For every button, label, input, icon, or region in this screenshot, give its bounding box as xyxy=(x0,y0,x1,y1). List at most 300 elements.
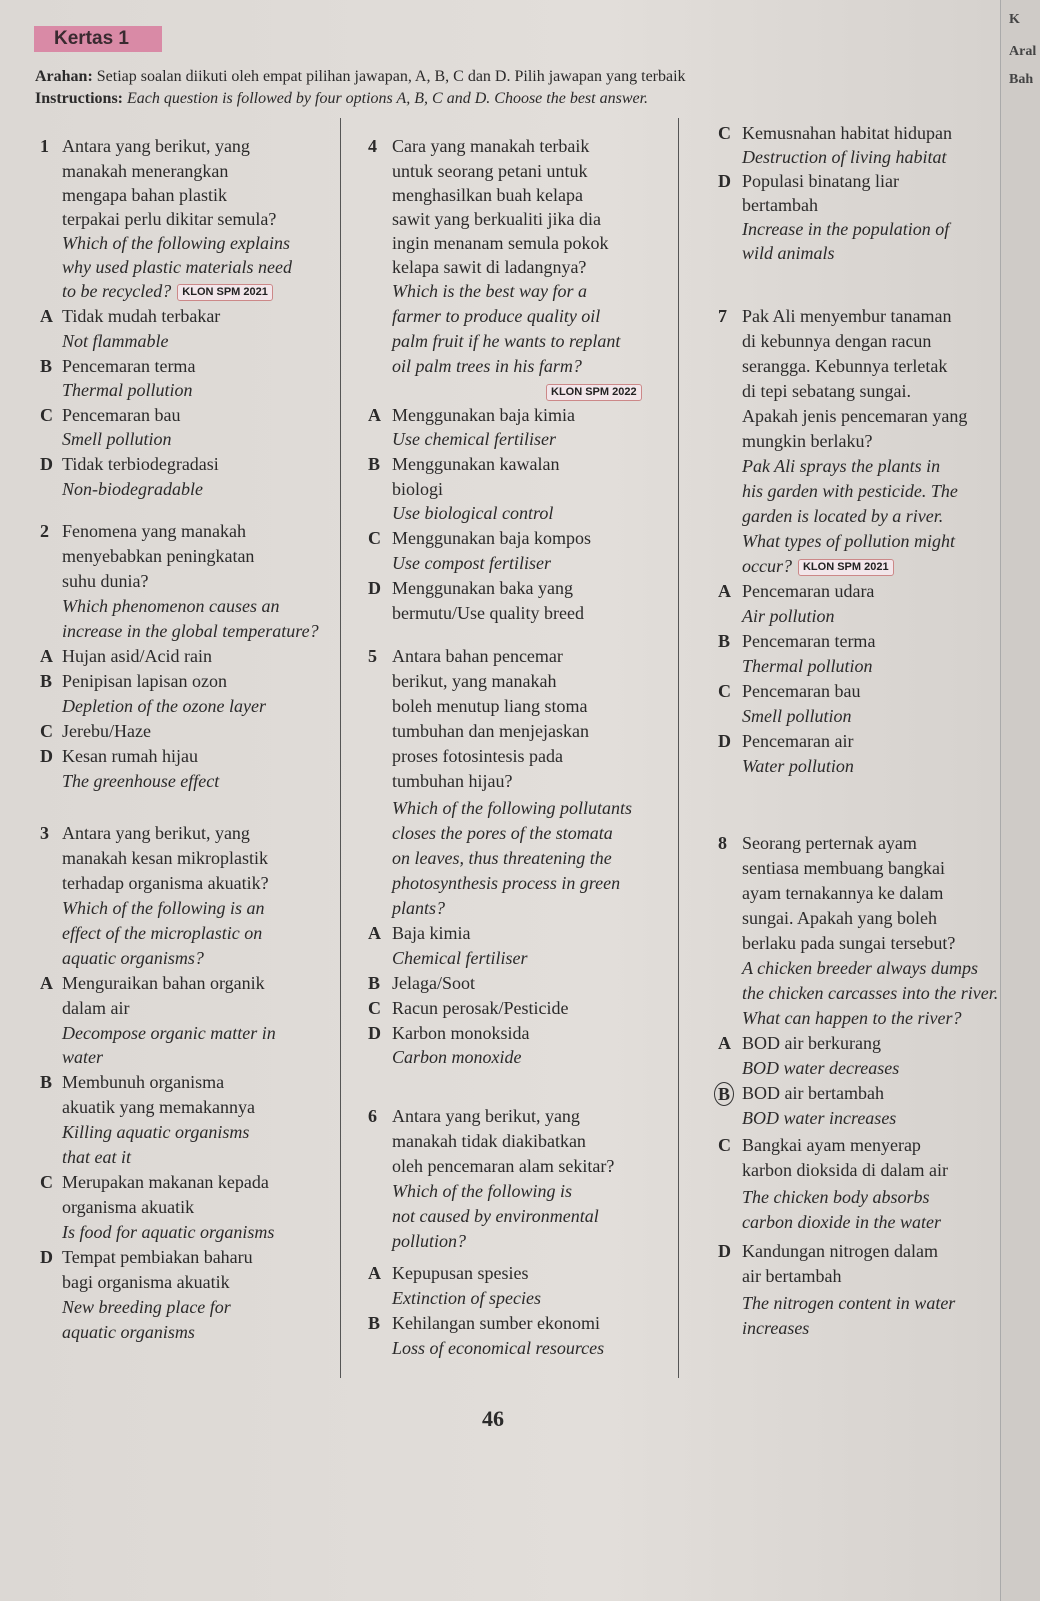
line-text: Air pollution xyxy=(742,606,835,626)
english-translation-line xyxy=(742,505,943,527)
english-translation-line xyxy=(392,797,632,819)
line-text: A chicken breeder always dumps xyxy=(742,958,978,978)
line-text: ingin menanam semula pokok xyxy=(392,233,609,253)
line-text: Antara yang berikut, yang xyxy=(62,823,250,843)
option-letter: C xyxy=(40,1172,53,1192)
line-text: menyebabkan peningkatan xyxy=(62,546,255,566)
malay-text-line xyxy=(742,907,937,929)
line-text: Killing aquatic organisms xyxy=(62,1122,250,1142)
option-letter: C xyxy=(40,405,53,425)
english-translation-line xyxy=(62,1022,276,1044)
line-text: sungai. Apakah yang boleh xyxy=(742,908,937,928)
option-letter: A xyxy=(718,1033,731,1053)
line-text: tumbuhan dan menjejaskan xyxy=(392,721,589,741)
line-text: Tempat pembiakan baharu xyxy=(62,1247,253,1267)
line-text: di kebunnya dengan racun xyxy=(742,331,932,351)
malay-text-line xyxy=(742,580,874,602)
malay-text-line xyxy=(392,135,589,157)
line-text: New breeding place for xyxy=(62,1297,231,1317)
english-translation-line xyxy=(742,957,978,979)
line-text: Smell pollution xyxy=(62,429,172,449)
malay-text-line xyxy=(742,1134,921,1156)
line-text: berlaku pada sungai tersebut? xyxy=(742,933,956,953)
english-translation-line xyxy=(742,1292,955,1314)
malay-text-line xyxy=(392,645,563,667)
line-text: menghasilkan buah kelapa xyxy=(392,185,583,205)
malay-text-line xyxy=(392,602,584,624)
column-divider xyxy=(678,118,679,1378)
line-text: Populasi binatang liar xyxy=(742,171,899,191)
english-translation-line xyxy=(62,1146,131,1168)
line-text: Menguraikan bahan organik xyxy=(62,973,265,993)
question-number: 1 xyxy=(40,136,49,156)
malay-text-line xyxy=(392,577,573,599)
malay-text-line xyxy=(392,1155,614,1177)
option-letter: A xyxy=(368,923,381,943)
line-text: biologi xyxy=(392,479,444,499)
page-number: 46 xyxy=(482,1406,504,1431)
option-letter: B xyxy=(40,1072,53,1092)
malay-text-line xyxy=(540,380,642,402)
line-text: Which of the following is xyxy=(392,1181,572,1201)
line-text: Use compost fertiliser xyxy=(392,553,551,573)
line-text: BOD water increases xyxy=(742,1108,897,1128)
malay-text-line xyxy=(62,1071,224,1093)
english-translation-line xyxy=(62,1221,274,1243)
option-letter: D xyxy=(718,731,731,751)
english-translation-line xyxy=(742,755,854,777)
english-translation-line xyxy=(742,455,940,477)
line-text: air bertambah xyxy=(742,1266,842,1286)
malay-text-line xyxy=(742,330,931,352)
malay-text-line xyxy=(62,1196,194,1218)
adjacent-page-text: K xyxy=(1009,12,1020,27)
malay-text-line xyxy=(62,1271,230,1293)
malay-text-line xyxy=(742,1032,881,1054)
english-translation-line xyxy=(392,822,613,844)
malay-text-line xyxy=(62,184,227,206)
arahan-label: Arahan: xyxy=(35,68,93,85)
line-text: carbon dioxide in the water xyxy=(742,1212,941,1232)
english-translation-line xyxy=(392,847,612,869)
line-text: Tidak mudah terbakar xyxy=(62,306,221,326)
option-letter: C xyxy=(718,123,731,143)
line-text: untuk seorang petani untuk xyxy=(392,161,588,181)
line-text: ayam ternakannya ke dalam xyxy=(742,883,944,903)
line-text: Increase in the population of xyxy=(742,219,950,239)
line-text: water xyxy=(62,1047,104,1067)
option-letter: B xyxy=(368,1313,381,1333)
question-number: 7 xyxy=(718,306,727,326)
english-translation-line xyxy=(392,1230,466,1252)
english-translation-line xyxy=(742,242,835,264)
english-translation-line xyxy=(742,480,958,502)
line-text: proses fotosintesis pada xyxy=(392,746,563,766)
line-text: BOD air berkurang xyxy=(742,1033,881,1053)
line-text: mungkin berlaku? xyxy=(742,431,873,451)
question-number: 6 xyxy=(368,1106,377,1126)
line-text: Seorang perternak ayam xyxy=(742,833,917,853)
line-text: Destruction of living habitat xyxy=(742,147,947,167)
option-letter: A xyxy=(368,1263,381,1283)
english-translation-line xyxy=(392,502,553,524)
malay-text-line xyxy=(392,232,608,254)
line-text: sawit yang berkualiti jika dia xyxy=(392,209,601,229)
malay-text-line xyxy=(742,1159,948,1181)
malay-text-line xyxy=(742,355,947,377)
malay-text-line xyxy=(62,1171,269,1193)
english-translation-line xyxy=(392,947,527,969)
malay-text-line xyxy=(62,720,151,742)
english-translation-line xyxy=(742,1007,961,1029)
option-letter: C xyxy=(368,528,381,548)
english-translation-line xyxy=(62,595,279,617)
malay-text-line xyxy=(742,122,952,144)
line-text: organisma akuatik xyxy=(62,1197,195,1217)
line-text: Smell pollution xyxy=(742,706,852,726)
malay-text-line xyxy=(62,545,254,567)
arahan-line xyxy=(35,68,686,86)
malay-text-line xyxy=(742,932,955,954)
english-translation-line xyxy=(392,1337,604,1359)
line-text: manakah menerangkan xyxy=(62,161,229,181)
malay-text-line xyxy=(742,305,951,327)
line-text: Pencemaran terma xyxy=(742,631,876,651)
line-text: karbon dioksida di dalam air xyxy=(742,1160,948,1180)
english-translation-line xyxy=(392,1287,541,1309)
malay-text-line xyxy=(62,1246,253,1268)
malay-text-line xyxy=(62,135,250,157)
adjacent-page-edge xyxy=(1000,0,1040,1601)
line-text: Tidak terbiodegradasi xyxy=(62,454,219,474)
malay-text-line xyxy=(742,1082,884,1104)
line-text: on leaves, thus threatening the xyxy=(392,848,612,868)
line-text: Fenomena yang manakah xyxy=(62,521,246,541)
line-text: Jelaga/Soot xyxy=(392,973,475,993)
english-translation-line xyxy=(742,655,873,677)
line-text: Kandungan nitrogen dalam xyxy=(742,1241,938,1261)
malay-text-line xyxy=(392,404,575,426)
english-translation-line xyxy=(392,305,600,327)
option-letter: B xyxy=(368,454,381,474)
option-letter: D xyxy=(718,1241,731,1261)
malay-text-line xyxy=(742,730,853,752)
english-translation-line xyxy=(62,770,219,792)
malay-text-line xyxy=(62,305,220,327)
malay-text-line xyxy=(742,194,818,216)
line-text: Menggunakan baja kompos xyxy=(392,528,591,548)
option-letter: B xyxy=(368,973,381,993)
option-letter: D xyxy=(368,1023,381,1043)
line-text: Thermal pollution xyxy=(742,656,873,676)
line-text: Use biological control xyxy=(392,503,554,523)
line-text: Decompose organic matter in xyxy=(62,1023,276,1043)
english-translation-line xyxy=(392,872,620,894)
line-text: Racun perosak/Pesticide xyxy=(392,998,569,1018)
line-text: not caused by environmental xyxy=(392,1206,599,1226)
arahan-text: Setiap soalan diikuti oleh empat pilihan jawapan, A, B, C dan D. Pilih jawapan yang terbaik xyxy=(96,68,686,85)
malay-text-line xyxy=(62,520,246,542)
line-text: berikut, yang manakah xyxy=(392,671,557,691)
option-letter: B xyxy=(40,671,53,691)
line-text: Kemusnahan habitat hidupan xyxy=(742,123,952,143)
line-text: Antara yang berikut, yang xyxy=(392,1106,580,1126)
malay-text-line xyxy=(392,478,443,500)
malay-text-line xyxy=(742,680,860,702)
english-translation-line xyxy=(62,1296,231,1318)
line-text: Which of the following is an xyxy=(62,898,265,918)
malay-text-line xyxy=(392,745,563,767)
english-translation-line xyxy=(62,428,172,450)
english-translation-line xyxy=(392,428,556,450)
malay-text-line xyxy=(742,1240,938,1262)
english-translation-line xyxy=(62,478,203,500)
english-translation-line xyxy=(742,530,955,552)
line-text: bertambah xyxy=(742,195,818,215)
option-letter: B xyxy=(714,1082,734,1106)
english-translation-line xyxy=(62,1321,195,1343)
english-translation-line xyxy=(392,1180,572,1202)
paper-tab: Kertas 1 xyxy=(34,26,162,52)
option-letter: A xyxy=(368,405,381,425)
malay-text-line xyxy=(62,670,227,692)
malay-text-line xyxy=(742,832,917,854)
english-translation-line xyxy=(62,922,262,944)
line-text: the chicken carcasses into the river. xyxy=(742,983,999,1003)
malay-text-line xyxy=(62,570,148,592)
malay-text-line xyxy=(392,184,583,206)
malay-text-line xyxy=(392,997,568,1019)
malay-text-line xyxy=(62,404,180,426)
line-text: Which phenomenon causes an xyxy=(62,596,280,616)
line-text: Pencemaran bau xyxy=(62,405,181,425)
line-text: Antara bahan pencemar xyxy=(392,646,563,666)
malay-text-line xyxy=(62,355,195,377)
english-translation-line xyxy=(392,280,587,302)
line-text: Extinction of species xyxy=(392,1288,541,1308)
line-text: Kepupusan spesies xyxy=(392,1263,529,1283)
english-translation-line xyxy=(742,218,949,240)
line-text: di tepi sebatang sungai. xyxy=(742,381,911,401)
malay-text-line xyxy=(62,208,276,230)
english-translation-line xyxy=(742,605,835,627)
line-text: Non-biodegradable xyxy=(62,479,203,499)
line-text: plants? xyxy=(392,898,446,918)
malay-text-line xyxy=(62,997,129,1019)
line-text: boleh menutup liang stoma xyxy=(392,696,588,716)
english-translation-line xyxy=(742,555,894,577)
malay-text-line xyxy=(392,208,601,230)
line-text: Membunuh organisma xyxy=(62,1072,225,1092)
line-text: Pak Ali sprays the plants in xyxy=(742,456,941,476)
malay-text-line xyxy=(392,972,475,994)
line-text: Menggunakan baja kimia xyxy=(392,405,575,425)
line-text: What types of pollution might xyxy=(742,531,955,551)
question-number: 5 xyxy=(368,646,377,666)
malay-text-line xyxy=(742,430,872,452)
malay-text-line xyxy=(742,630,875,652)
english-translation-line xyxy=(392,1205,599,1227)
english-translation-line xyxy=(392,1046,522,1068)
line-text: Hujan asid/Acid rain xyxy=(62,646,212,666)
english-translation-line xyxy=(62,1121,249,1143)
malay-text-line xyxy=(62,1096,255,1118)
line-text: Karbon monoksida xyxy=(392,1023,530,1043)
malay-text-line xyxy=(742,882,943,904)
column-divider xyxy=(340,118,341,1378)
adjacent-page-text: Aral xyxy=(1009,44,1037,59)
malay-text-line xyxy=(392,1022,529,1044)
line-text: oil palm trees in his farm? xyxy=(392,356,582,376)
line-text: terpakai perlu dikitar semula? xyxy=(62,209,277,229)
line-text: increase in the global temperature? xyxy=(62,621,319,641)
line-text: Water pollution xyxy=(742,756,854,776)
line-text: occur? xyxy=(742,556,792,576)
malay-text-line xyxy=(392,527,591,549)
line-text: garden is located by a river. xyxy=(742,506,944,526)
line-text: tumbuhan hijau? xyxy=(392,771,513,791)
line-text: serangga. Kebunnya terletak xyxy=(742,356,948,376)
option-letter: B xyxy=(718,631,731,651)
line-text: his garden with pesticide. The xyxy=(742,481,958,501)
line-text: Kehilangan sumber ekonomi xyxy=(392,1313,600,1333)
line-text: The chicken body absorbs xyxy=(742,1187,930,1207)
line-text: Merupakan makanan kepada xyxy=(62,1172,269,1192)
line-text: Not flammable xyxy=(62,331,169,351)
line-text: Pencemaran air xyxy=(742,731,854,751)
malay-text-line xyxy=(392,1262,528,1284)
line-text: Is food for aquatic organisms xyxy=(62,1222,275,1242)
line-text: mengapa bahan plastik xyxy=(62,185,227,205)
line-text: closes the pores of the stomata xyxy=(392,823,613,843)
malay-text-line xyxy=(62,847,268,869)
exam-source-badge: KLON SPM 2022 xyxy=(546,384,642,401)
english-translation-line xyxy=(392,330,620,352)
english-translation-line xyxy=(392,355,582,377)
line-text: palm fruit if he wants to replant xyxy=(392,331,621,351)
line-text: What can happen to the river? xyxy=(742,1008,962,1028)
option-letter: C xyxy=(718,1135,731,1155)
malay-text-line xyxy=(392,720,589,742)
malay-text-line xyxy=(742,1265,841,1287)
line-text: aquatic organisms xyxy=(62,1322,195,1342)
question-number: 4 xyxy=(368,136,377,156)
line-text: Chemical fertiliser xyxy=(392,948,528,968)
english-translation-line xyxy=(62,1046,103,1068)
question-number: 8 xyxy=(718,833,727,853)
line-text: Bangkai ayam menyerap xyxy=(742,1135,921,1155)
line-text: dalam air xyxy=(62,998,130,1018)
line-text: Pak Ali menyembur tanaman xyxy=(742,306,952,326)
line-text: Which of the following pollutants xyxy=(392,798,632,818)
malay-text-line xyxy=(62,745,198,767)
malay-text-line xyxy=(392,1105,580,1127)
english-translation-line xyxy=(62,256,292,278)
line-text: Apakah jenis pencemaran yang xyxy=(742,406,968,426)
english-translation-line xyxy=(392,552,551,574)
malay-text-line xyxy=(392,453,559,475)
option-letter: C xyxy=(368,998,381,1018)
line-text: sentiasa membuang bangkai xyxy=(742,858,945,878)
malay-text-line xyxy=(392,670,556,692)
english-translation-line xyxy=(62,232,290,254)
english-translation-line xyxy=(742,146,947,168)
option-letter: D xyxy=(368,578,381,598)
malay-text-line xyxy=(742,405,967,427)
exam-source-badge: KLON SPM 2021 xyxy=(798,559,894,576)
english-translation-line xyxy=(742,1211,941,1233)
exam-source-badge: KLON SPM 2021 xyxy=(177,284,273,301)
instructions-text: Each question is followed by four options A, B, C and D. Choose the best answer. xyxy=(127,90,649,107)
line-text: akuatik yang memakannya xyxy=(62,1097,255,1117)
option-letter: D xyxy=(40,454,53,474)
option-letter: C xyxy=(40,721,53,741)
line-text: The nitrogen content in water xyxy=(742,1293,956,1313)
malay-text-line xyxy=(742,380,911,402)
line-text: Antara yang berikut, yang xyxy=(62,136,250,156)
malay-text-line xyxy=(742,857,945,879)
line-text: to be recycled? xyxy=(62,281,172,301)
line-text: Depletion of the ozone layer xyxy=(62,696,266,716)
line-text: Which of the following explains xyxy=(62,233,290,253)
malay-text-line xyxy=(62,872,269,894)
line-text: terhadap organisma akuatik? xyxy=(62,873,269,893)
english-translation-line xyxy=(62,897,265,919)
instructions-label: Instructions: xyxy=(35,90,124,107)
malay-text-line xyxy=(392,1312,600,1334)
line-text: Penipisan lapisan ozon xyxy=(62,671,227,691)
line-text: Which is the best way for a xyxy=(392,281,587,301)
option-letter: D xyxy=(40,746,53,766)
malay-text-line xyxy=(392,695,587,717)
question-number: 3 xyxy=(40,823,49,843)
line-text: oleh pencemaran alam sekitar? xyxy=(392,1156,615,1176)
line-text: Pencemaran terma xyxy=(62,356,196,376)
option-letter: D xyxy=(718,171,731,191)
line-text: Menggunakan kawalan xyxy=(392,454,560,474)
line-text: pollution? xyxy=(392,1231,467,1251)
malay-text-line xyxy=(392,256,586,278)
malay-text-line xyxy=(62,160,228,182)
english-translation-line xyxy=(742,1107,896,1129)
line-text: manakah kesan mikroplastik xyxy=(62,848,268,868)
line-text: farmer to produce quality oil xyxy=(392,306,601,326)
line-text: kelapa sawit di ladangnya? xyxy=(392,257,587,277)
question-number: 2 xyxy=(40,521,49,541)
english-translation-line xyxy=(742,1317,809,1339)
english-translation-line xyxy=(742,982,998,1004)
option-letter: A xyxy=(40,306,53,326)
malay-text-line xyxy=(62,453,219,475)
english-translation-line xyxy=(742,705,852,727)
malay-text-line xyxy=(392,922,470,944)
line-text: that eat it xyxy=(62,1147,131,1167)
line-text: photosynthesis process in green xyxy=(392,873,621,893)
line-text: Pencemaran bau xyxy=(742,681,861,701)
english-translation-line xyxy=(62,379,193,401)
option-letter: D xyxy=(40,1247,53,1267)
line-text: Use chemical fertiliser xyxy=(392,429,556,449)
malay-text-line xyxy=(392,770,512,792)
option-letter: A xyxy=(40,646,53,666)
english-translation-line xyxy=(62,695,266,717)
english-translation-line xyxy=(742,1057,899,1079)
line-text: Pencemaran udara xyxy=(742,581,875,601)
malay-text-line xyxy=(62,645,212,667)
line-text: The greenhouse effect xyxy=(62,771,220,791)
line-text: Baja kimia xyxy=(392,923,471,943)
line-text: bagi organisma akuatik xyxy=(62,1272,230,1292)
